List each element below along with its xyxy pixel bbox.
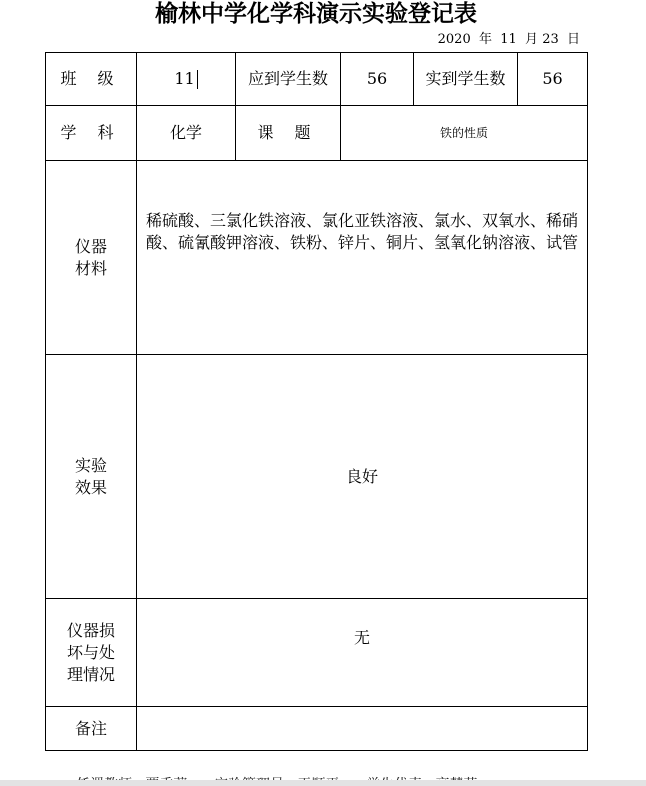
expected-students-label: 应到学生数 (235, 52, 341, 106)
topic-field[interactable]: 铁的性质 (340, 105, 588, 161)
actual-students-field[interactable]: 56 (517, 52, 588, 106)
materials-field[interactable] (136, 160, 588, 355)
effect-label: 实验 效果 (45, 354, 137, 599)
class-label: 班 级 (45, 52, 137, 106)
footer (0, 768, 646, 786)
date-line: 2020 年 11 月 23 日 (437, 32, 580, 47)
class-field[interactable] (136, 52, 236, 106)
notes-label: 备注 (45, 706, 137, 751)
actual-students-label: 实到学生数 (413, 52, 518, 106)
horizontal-scrollbar[interactable] (0, 780, 646, 786)
page-title: 榆林中学化学科演示实验登记表 (155, 1, 477, 27)
topic-label: 课 题 (235, 105, 341, 161)
text-cursor (197, 70, 198, 89)
expected-students-field[interactable]: 56 (340, 52, 414, 106)
damage-label: 仪器损 坏与处 理情况 (45, 598, 137, 707)
subject-label: 学 科 (45, 105, 137, 161)
notes-field[interactable] (136, 706, 588, 751)
damage-field[interactable]: 无 (136, 598, 588, 707)
materials-label: 仪器 材料 (45, 160, 137, 355)
materials-value: 稀硫酸、三氯化铁溶液、氯化亚铁溶液、氯水、双氧水、稀硝酸、硫氰酸钾溶液、铁粉、锌片、铜片、氢氧化钠溶液、试管 (145, 211, 578, 252)
class-value: 11 (174, 69, 195, 88)
effect-field[interactable]: 良好 (136, 354, 588, 599)
subject-field[interactable]: 化学 (136, 105, 236, 161)
